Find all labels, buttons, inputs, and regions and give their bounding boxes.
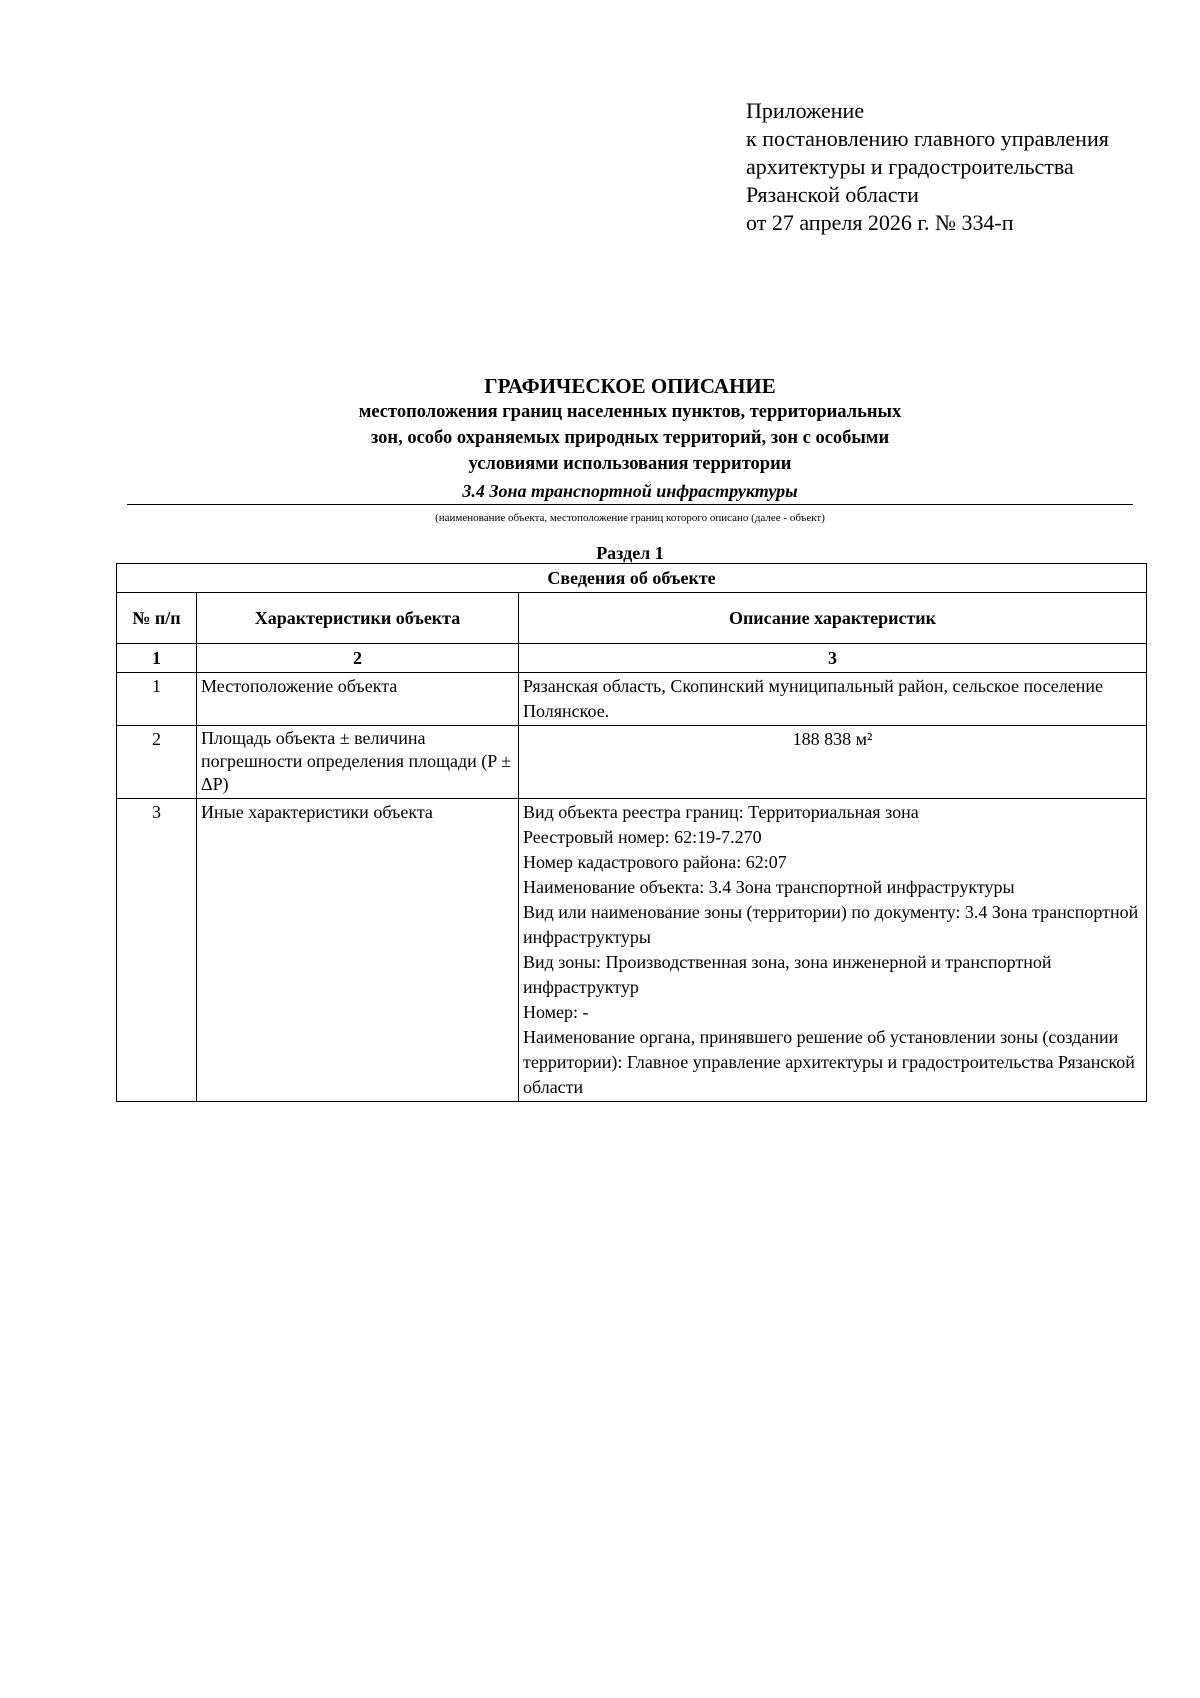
description-line: Наименование органа, принявшего решение об установлении зоны (создании территории): Главное управление архитектуры и градостроительства Рязанской области [523, 1027, 1135, 1097]
description-line: Номер кадастрового района: 62:07 [523, 852, 787, 872]
annex-line: от 27 апреля 2026 г. № 334-п [746, 210, 1014, 235]
row-number: 1 [117, 673, 197, 726]
object-name-caption: (наименование объекта, местоположение границ которого описано (далее - объект) [435, 512, 825, 524]
row-characteristic: Иные характеристики объекта [197, 799, 519, 1102]
description-line: Вид зоны: Производственная зона, зона инженерной и транспортной инфраструктур [523, 952, 1052, 997]
document-title: ГРАФИЧЕСКОЕ ОПИСАНИЕ [484, 374, 776, 398]
column-number: 2 [197, 644, 519, 673]
column-number-row [117, 644, 1147, 673]
document-subtitle-line: зон, особо охраняемых природных территорий, зон с особыми [370, 428, 890, 448]
description-line: Реестровый номер: 62:19-7.270 [523, 827, 762, 847]
row-characteristic: Площадь объекта ± величина погрешности определения площади (P ± ΔP) [197, 726, 519, 799]
table-row [117, 726, 1147, 799]
table-caption-row [117, 564, 1147, 593]
table-header-row [117, 593, 1147, 644]
table-row [117, 799, 1147, 1102]
column-number: 3 [519, 644, 1147, 673]
row-description: 188 838 м² [519, 726, 1147, 799]
description-line: Номер: - [523, 1002, 589, 1022]
column-number: 1 [117, 644, 197, 673]
object-name: 3.4 Зона транспортной инфраструктуры [127, 480, 1133, 505]
annex-line: Приложение [746, 98, 865, 123]
table-row [117, 673, 1147, 726]
row-characteristic: Местоположение объекта [197, 673, 519, 726]
row-number: 2 [117, 726, 197, 799]
description-line: Наименование объекта: 3.4 Зона транспортной инфраструктуры [523, 877, 1015, 897]
row-description: Рязанская область, Скопинский муниципальный район, сельское поселение Полянское. [519, 673, 1147, 726]
annex-line: к постановлению главного управления [746, 126, 1109, 151]
document-subtitle-line: местоположения границ населенных пунктов, территориальных [358, 402, 902, 422]
description-line: Вид или наименование зоны (территории) по документу: 3.4 Зона транспортной инфраструктуры [523, 902, 1139, 947]
table-caption: Сведения об объекте [117, 564, 1147, 593]
document-subtitle-line: условиями использования территории [468, 454, 792, 474]
object-info-table [116, 563, 1147, 1102]
row-description [519, 799, 1147, 1102]
column-header-num: № п/п [117, 593, 197, 644]
annex-line: архитектуры и градостроительства [746, 154, 1074, 179]
annex-line: Рязанской области [746, 182, 919, 207]
annex-header [746, 97, 1109, 237]
row-number: 3 [117, 799, 197, 1102]
description-line: Вид объекта реестра границ: Территориальная зона [523, 802, 919, 822]
section-title: Раздел 1 [596, 543, 664, 563]
column-header-characteristics: Характеристики объекта [197, 593, 519, 644]
column-header-description: Описание характеристик [519, 593, 1147, 644]
document-title-block [127, 373, 1133, 477]
